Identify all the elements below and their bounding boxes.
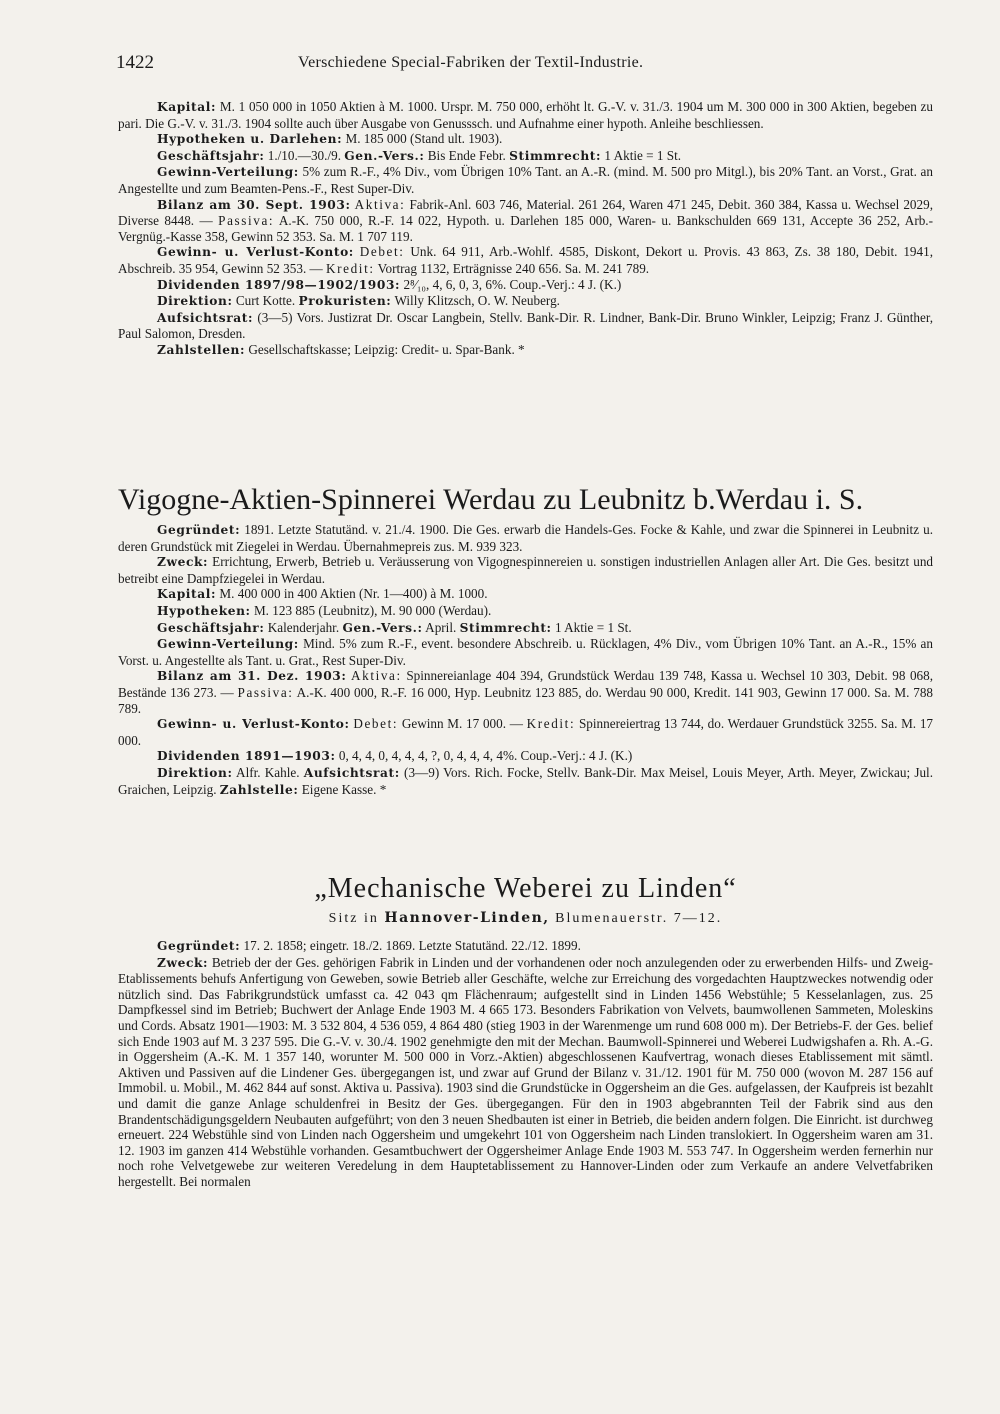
hypotheken-paragraph: Hypotheken u. Darlehen: M. 185 000 (Stand ult. 1903). xyxy=(157,131,503,147)
page-number: 1422 xyxy=(116,52,154,73)
gegruendet-paragraph: Gegründet: 17. 2. 1858; eingetr. 18./2. 1869. Letzte Statutänd. 22./12. 1899. xyxy=(157,938,581,953)
section-weberei xyxy=(118,938,933,1190)
direktion-paragraph: Direktion: Alfr. Kahle. Aufsichtsrat: (3—9) Vors. Rich. Focke, Stellv. Bank-Dir. Max Meisel, Louis Meyer, Arth. Meyer, Zwickau; Jul. Graichen, Leipzig. Zahlstelle: Eigene Kasse. * xyxy=(118,764,934,797)
geschaeftsjahr-paragraph: Geschäftsjahr: 1./10.—30./9. Gen.-Vers.: Bis Ende Febr. Stimmrecht: 1 Aktie = 1 St. xyxy=(157,147,682,163)
gewinn-verteilung-paragraph: Gewinn-Verteilung: 5% zum R.-F., 4% Div., vom Übrigen 10% Tant. an A.-R. (mind. M. 500 pro Mitgl.), bis 20% Tant. an Vorst., Grat. an Angestellte und zum Beamten-Pens.-F., Rest Super-Div. xyxy=(118,164,933,196)
company-title-vigogne: Vigogne-Aktien-Spinnerei Werdau zu Leubnitz b.Werdau i. S. xyxy=(118,483,864,516)
zahlstellen-paragraph: Zahlstellen: Gesellschaftskasse; Leipzig: Credit- u. Spar-Bank. * xyxy=(157,341,525,357)
gewinn-verlust-paragraph: Gewinn- u. Verlust-Konto: Debet: Gewinn M. 17 000. — Kredit: Spinnereiertrag 13 744, do. Werdauer Grundstück 3255. Sa. M. 17 000. xyxy=(118,716,934,748)
direktion-paragraph: Direktion: Curt Kotte. Prokuristen: Willy Klitzsch, O. W. Neuberg. xyxy=(157,293,560,309)
section-vigogne xyxy=(118,522,933,798)
gewinn-verteilung-paragraph: Gewinn-Verteilung: Mind. 5% zum R.-F., event. besondere Abschreib. u. Rücklagen, 4% Div., vom Übrigen 10% Tant. an A.-R., 15% an Vorst. u. Angestellte als Tant. u. Grat., Rest Super-Div. xyxy=(118,636,933,668)
kapital-paragraph: Kapital: M. 1 050 000 in 1050 Aktien à M. 1000. Urspr. M. 750 000, erhöht lt. G.-V. v. 31./3. 1904 um M. 300 000 in 300 Aktien, begeben zu pari. Die G.-V. v. 31./3. 1904 sollte auch über Ausgabe von Genusssch. und Aufnahme einer hypoth. Anleihe beschliessen. xyxy=(118,99,934,131)
aufsichtsrat-paragraph: Aufsichtsrat: (3—5) Vors. Justizrat Dr. Oscar Langbein, Stellv. Bank-Dir. R. Lindner, Bank-Dir. Bruno Winkler, Leipzig; Franz J. Günther, Paul Salomon, Dresden. xyxy=(118,309,933,342)
gegruendet-paragraph: Gegründet: 1891. Letzte Statutänd. v. 21./4. 1900. Die Ges. erwarb die Handels-Ges. Focke & Kahle, und zwar die Spinnerei in Leubnitz u. deren Grundstück mit Ziegelei in Werdau. Übernahmepreis zus. M. 939 323. xyxy=(118,522,933,554)
section-previous-company xyxy=(118,99,933,359)
bilanz-paragraph: Bilanz am 31. Dez. 1903: Aktiva: Spinnereianlage 404 394, Grundstück Werdau 139 748, Kassa u. Wechsel 10 303, Debit. 98 068, Bestände 136 273. — Passiva: A.-K. 400 000, R.-F. 16 000, Hyp. Leubnitz 123 885, do. Werdau 90 000, Kredit. 141 903, Gewinn 17 000. Sa. M. 788 789. xyxy=(118,668,934,716)
kapital-paragraph: Kapital: M. 400 000 in 400 Aktien (Nr. 1—400) à M. 1000. xyxy=(157,586,488,602)
running-title: Verschiedene Special-Fabriken der Textil-Industrie. xyxy=(298,54,644,71)
zweck-paragraph: Zweck: Errichtung, Erwerb, Betrieb u. Veräusserung von Vigognespinnereien u. sonstigen industriellen Anlagen aller Art. Die Ges. besitzt und betreibt eine Dampfziegelei in Werdau. xyxy=(118,554,934,586)
bilanz-paragraph: Bilanz am 30. Sept. 1903: Aktiva: Fabrik-Anl. 603 746, Material. 261 264, Waren 471 245, Debit. 360 384, Kassa u. Wechsel 2029, Diverse 8448. — Passiva: A.-K. 750 000, R.-F. 14 022, Hypoth. u. Darlehen 185 000, Waren- u. Bankschulden 669 131, Accepte 36 252, Arb.-Vergnüg.-Kasse 358, Gewinn 52 353. Sa. M. 1 707 119. xyxy=(118,196,934,244)
hypotheken-paragraph: Hypotheken: M. 123 885 (Leubnitz), M. 90 000 (Werdau). xyxy=(157,602,492,618)
page-header xyxy=(116,52,936,80)
geschaeftsjahr-paragraph: Geschäftsjahr: Kalenderjahr. Gen.-Vers.: April. Stimmrecht: 1 Aktie = 1 St. xyxy=(157,619,632,635)
dividenden-paragraph: Dividenden 1891—1903: 0, 4, 4, 0, 4, 4, 4, ?, 0, 4, 4, 4, 4%. Coup.-Verj.: 4 J. (K.) xyxy=(157,748,633,764)
zweck-paragraph: Zweck: Betrieb der der Ges. gehörigen Fabrik in Linden und der vorhandenen oder noch anzulegenden oder zu erwerbenden Hilfs- und Zweig-Etablissements behufs Anfertigung von Geweben, sowie Betrieb aller Geschäfte, welche zur Erreichung des vorgedachten Hauptzweckes notwendig oder nützlich sind. Das Fabrikgrundstück umfasst ca. 42 043 qm Flächenraum; aufgestellt sind in Linden 1456 Webstühle; 5 Kesselanlagen, zus. 25 Dampfkessel sind im Betrieb; Buchwert der Anlage Ende 1903 M. 4 665 173. Besonders Fabrikation von Velvets, baumwollenen Sammeten, Moleskins und Cords. Absatz 1901—1903: M. 3 532 804, 4 536 059, 4 864 480 (stieg 1903 in der Warenmenge um rund 608 000 m). Der Betriebs-F. der Ges. belief sich Ende 1903 auf M. 3 237 595. Die G.-V. v. 30./4. 1902 genehmigte den mit der Mechan. Baumwoll-Spinnerei und Weberei Ludwigshafen a. Rh. A.-G. in Oggersheim (A.-K. M. 1 357 140, worunter M. 500 000 in Vorz.-Aktien) abgeschlossenen Kaufvertrag, wonach dieses Etablissement mit sämtl. Aktiven und Passiven auf die Lindener Ges. übergegangen ist, und zwar auf Grund der Bilanz v. 31./12. 1901 für M. 750 000 (wovon M. 287 156 auf Immobil. u. Mobil., M. 462 844 auf sonst. Aktiva u. Passiva). 1903 sind die Grundstücke in Oggersheim an die Ges. aufgelassen, der Kaufpreis ist bezahlt und damit die ganze Anlage schuldenfrei in Besitz der Ges. übergegangen. Für den in 1903 abgebrannten Teil der Fabrik sind aus den Brandentschädigungsgeldern Neubauten aufgeführt; von den 3 neuen Shedbauten ist einer in Betrieb, die beiden andern folgen. Die Einricht. ist durchweg erneuert. 224 Webstühle sind von Linden nach Oggersheim und umgekehrt 101 von Oggersheim nach Linden translokiert. In Oggersheim waren am 31. 12. 1903 im ganzen 414 Webstühle vorhanden. Gesamtbuchwert der Oggersheimer Anlage Ende 1903 M. 553 747. In Oggersheim werden fernerhin nur noch rohe Velvetgewebe zur weiteren Veredelung in dem Hauptetablissement zu Hannover-Linden oder zum Verkaufe an andere Velvetfabriken hergestellt. Bei normalen xyxy=(118,954,933,1189)
dividenden-paragraph: Dividenden 1897/98—1902/1903: 2⁸⁄₁₀, 4, 6, 0, 3, 6%. Coup.-Verj.: 4 J. (K.) xyxy=(157,276,622,292)
gewinn-verlust-paragraph: Gewinn- u. Verlust-Konto: Debet: Unk. 64 911, Arb.-Wohlf. 4585, Diskont, Dekort u. Provis. 43 863, Zs. 38 180, Debit. 1941, Abschreib. 35 954, Gewinn 52 353. — Kredit: Vortrag 1132, Erträgnisse 240 656. Sa. M. 241 789. xyxy=(118,244,933,276)
company-title-weberei: „Mechanische Weberei zu Linden“ xyxy=(314,873,737,904)
company-seat: Sitz in Hannover-Linden, Blumenauerstr. 7—12. xyxy=(328,910,723,926)
